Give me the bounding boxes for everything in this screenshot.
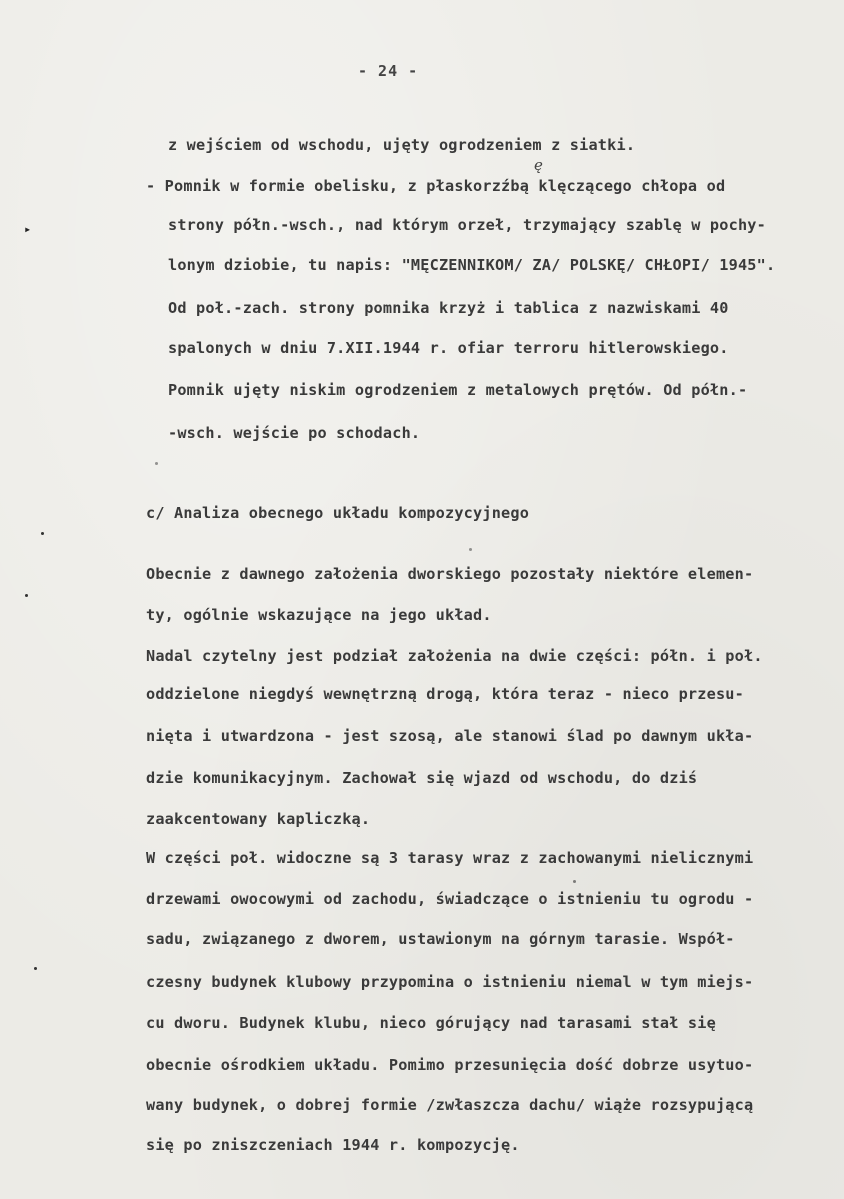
smudge-mark xyxy=(155,462,158,465)
text-line: czesny budynek klubowy przypomina o istnieniu niemal w tym miejs- xyxy=(146,973,754,991)
text-line: Nadal czytelny jest podział założenia na dwie części: półn. i poł. xyxy=(146,647,763,665)
text-line: spalonych w dniu 7.XII.1944 r. ofiar terroru hitlerowskiego. xyxy=(168,339,729,357)
text-line: nięta i utwardzona - jest szosą, ale stanowi ślad po dawnym ukła- xyxy=(146,727,754,745)
page-number: - 24 - xyxy=(358,62,419,80)
text-line: sadu, związanego z dworem, ustawionym na górnym tarasie. Współ- xyxy=(146,930,735,948)
text-line: cu dworu. Budynek klubu, nieco górujący nad tarasami stał się xyxy=(146,1014,716,1032)
text-line: lonym dziobie, tu napis: "MĘCZENNIKOM/ ZA/ POLSKĘ/ CHŁOPI/ 1945". xyxy=(168,256,776,274)
text-line: ty, ogólnie wskazujące na jego układ. xyxy=(146,606,492,624)
text-line: - Pomnik w formie obelisku, z płaskorzźbą klęczącego chłopa od xyxy=(146,177,726,195)
text-line: z wejściem od wschodu, ujęty ogrodzeniem z siatki. xyxy=(168,136,636,154)
section-heading: c/ Analiza obecnego układu kompozycyjnego xyxy=(146,504,530,522)
smudge-mark xyxy=(573,880,576,883)
text-line: W części poł. widoczne są 3 tarasy wraz z zachowanymi nielicznymi xyxy=(146,849,754,867)
margin-mark xyxy=(34,967,37,970)
text-line: się po zniszczeniach 1944 r. kompozycję. xyxy=(146,1136,520,1154)
margin-mark xyxy=(25,594,28,597)
handwritten-correction: ę xyxy=(534,156,543,174)
text-line: zaakcentowany kapliczką. xyxy=(146,810,371,828)
margin-mark xyxy=(41,532,44,535)
text-line: strony półn.-wsch., nad którym orzeł, trzymający szablę w pochy- xyxy=(168,216,766,234)
text-line: wany budynek, o dobrej formie /zwłaszcza dachu/ wiąże rozsypującą xyxy=(146,1096,754,1114)
text-line: oddzielone niegdyś wewnętrzną drogą, która teraz - nieco przesu- xyxy=(146,685,744,703)
text-line: drzewami owocowymi od zachodu, świadczące o istnieniu tu ogrodu - xyxy=(146,890,754,908)
text-line: -wsch. wejście po schodach. xyxy=(168,424,421,442)
text-line: dzie komunikacyjnym. Zachował się wjazd od wschodu, do dziś xyxy=(146,769,698,787)
text-line: obecnie ośrodkiem układu. Pomimo przesunięcia dość dobrze usytuo- xyxy=(146,1056,754,1074)
text-line: Obecnie z dawnego założenia dworskiego pozostały niektóre elemen- xyxy=(146,565,754,583)
margin-mark: ▸ xyxy=(24,222,32,236)
smudge-mark xyxy=(469,548,472,551)
text-line: Pomnik ujęty niskim ogrodzeniem z metalowych prętów. Od półn.- xyxy=(168,381,748,399)
text-line: Od poł.-zach. strony pomnika krzyż i tablica z nazwiskami 40 xyxy=(168,299,729,317)
